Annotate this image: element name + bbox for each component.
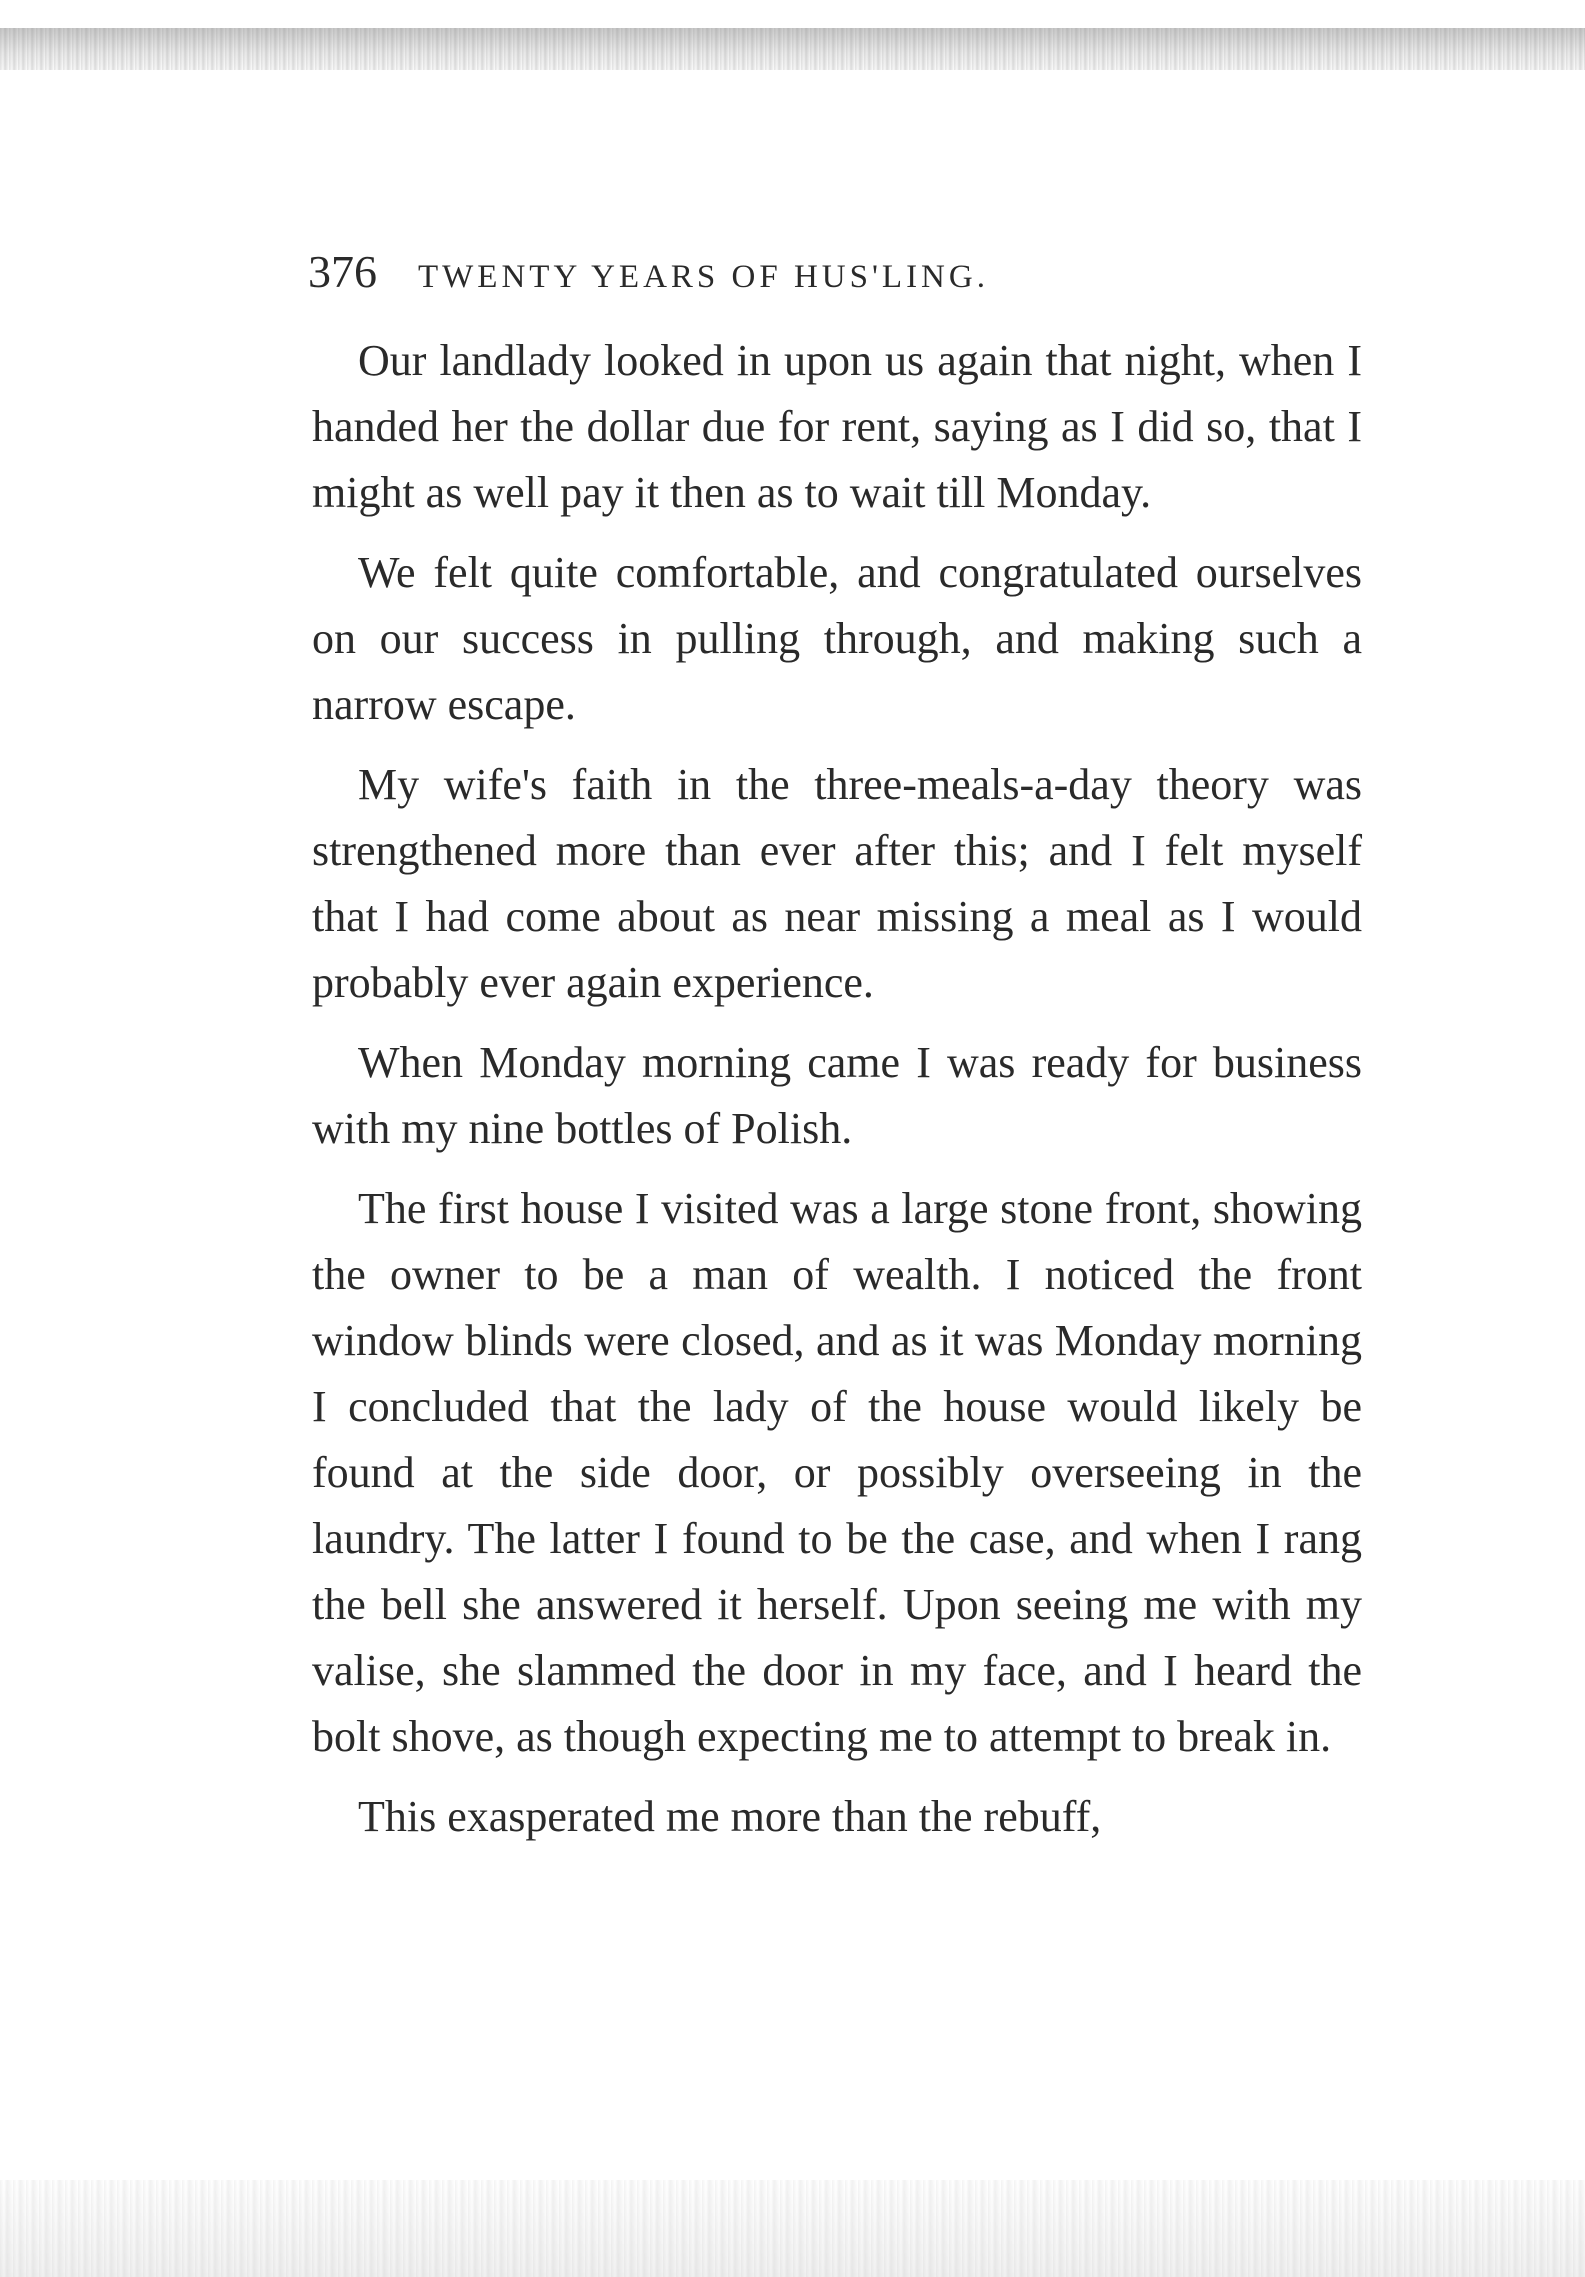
scan-edge-noise-top — [0, 28, 1585, 70]
scan-edge-noise-bottom — [0, 2180, 1585, 2277]
running-title: TWENTY YEARS OF HUS'LING. — [418, 259, 989, 295]
paragraph-wife-faith: My wife's faith in the three-meals-a-day theory was strengthened more than ever after this; and I felt myself that I had come about as near missing a meal as I would probably ever again experience. — [312, 760, 1362, 1007]
paragraph-landlady: Our landlady looked in upon us again that night, when I handed her the dollar due for rent, saying as I did so, that I might as well pay it then as to wait till Monday. — [312, 336, 1362, 517]
page-number: 376 — [308, 246, 377, 297]
paragraph-monday-morning: When Monday morning came I was ready for business with my nine bottles of Polish. — [312, 1038, 1362, 1153]
page-body — [312, 328, 1362, 1850]
running-head — [308, 245, 1368, 305]
paragraph-comfortable: We felt quite comfortable, and congratulated ourselves on our success in pulling through, and making such a narrow escape. — [312, 548, 1362, 729]
paragraph-first-house: The first house I visited was a large stone front, showing the owner to be a man of wealth. I noticed the front window blinds were closed, and as it was Monday morning I concluded that the lady of the house would likely be found at the side door, or possibly overseeing in the laundry. The latter I found to be the case, and when I rang the bell she answered it herself. Upon seeing me with my valise, she slammed the door in my face, and I heard the bolt shove, as though expecting me to attempt to break in. — [312, 1184, 1362, 1761]
paragraph-exasperated: This exasperated me more than the rebuff, — [358, 1792, 1102, 1841]
